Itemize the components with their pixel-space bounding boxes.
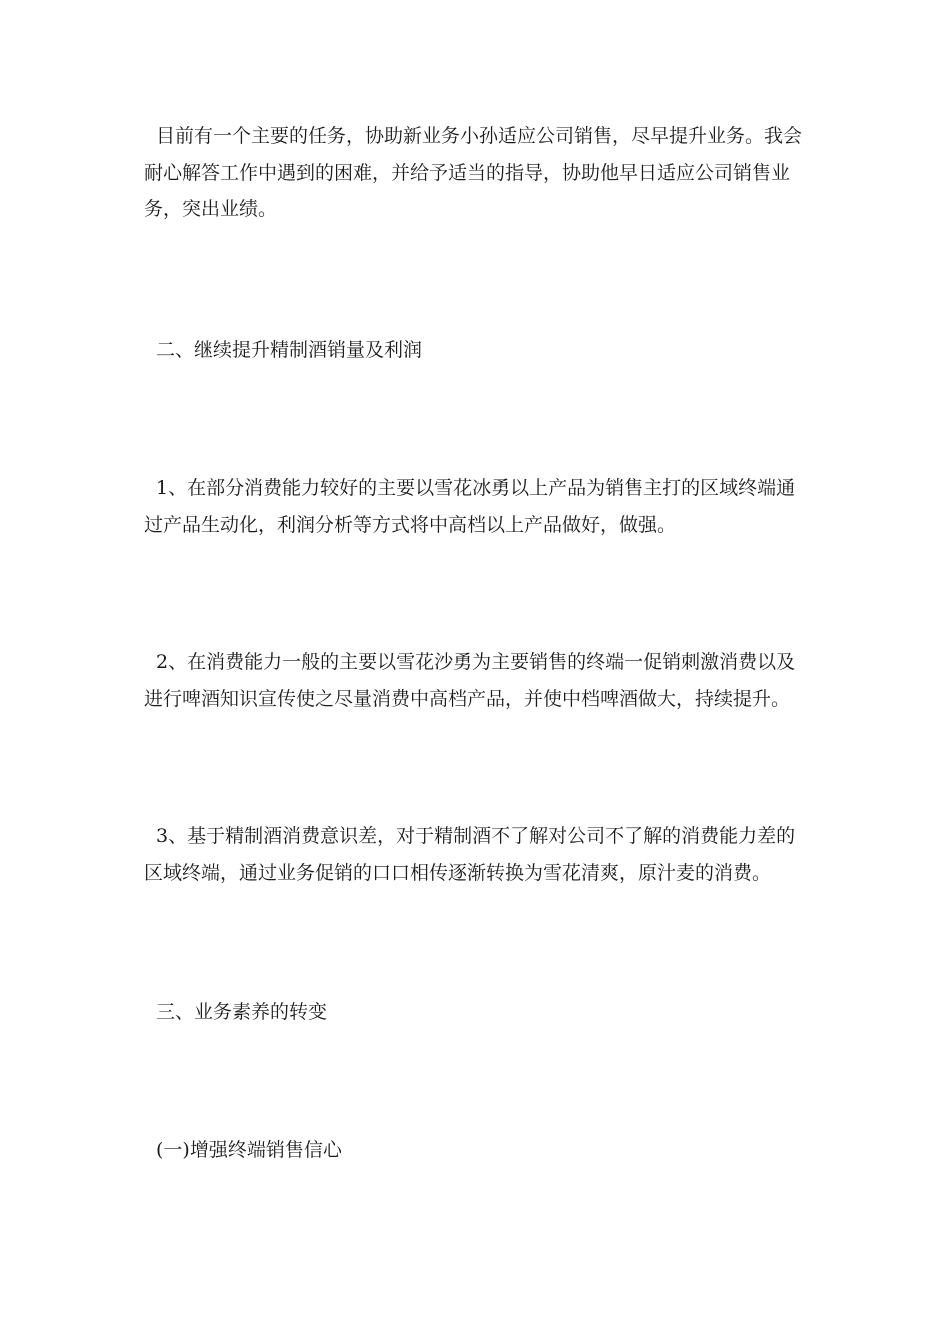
paragraph-intro [144, 118, 812, 228]
section-heading-2: 二、继续提升精制酒销量及利润 [156, 339, 423, 361]
list-item-2 [144, 644, 812, 717]
paragraph-line: 2、在消费能力一般的主要以雪花沙勇为主要销售的终端一促销刺激消费以及 [156, 651, 796, 673]
paragraph-line: 进行啤酒知识宣传使之尽量消费中高档产品，并使中档啤酒做大，持续提升。 [144, 687, 791, 710]
list-item-1 [144, 470, 812, 543]
section-heading-3: 三、业务素养的转变 [156, 1001, 328, 1023]
paragraph-line: 区域终端，通过业务促销的口口相传逐渐转换为雪花清爽，原汁麦的消费。 [144, 861, 772, 884]
paragraph-line: 3、基于精制酒消费意识差，对于精制酒不了解对公司不了解的消费能力差的 [156, 825, 796, 847]
list-item-3 [144, 818, 812, 891]
paragraph-line: 耐心解答工作中遇到的困难，并给予适当的指导，协助他早日适应公司销售业 [144, 161, 791, 184]
paragraph-line: 1、在部分消费能力较好的主要以雪花冰勇以上产品为销售主打的区域终端通 [156, 477, 796, 499]
paragraph-line: 目前有一个主要的任务，协助新业务小孙适应公司销售，尽早提升业务。我会 [156, 125, 803, 147]
paragraph-line: 过产品生动化，利润分析等方式将中高档以上产品做好，做强。 [144, 513, 677, 536]
paragraph-line: 务，突出业绩。 [144, 198, 278, 220]
sub-heading-1: (一)增强终端销售信心 [156, 1139, 342, 1161]
